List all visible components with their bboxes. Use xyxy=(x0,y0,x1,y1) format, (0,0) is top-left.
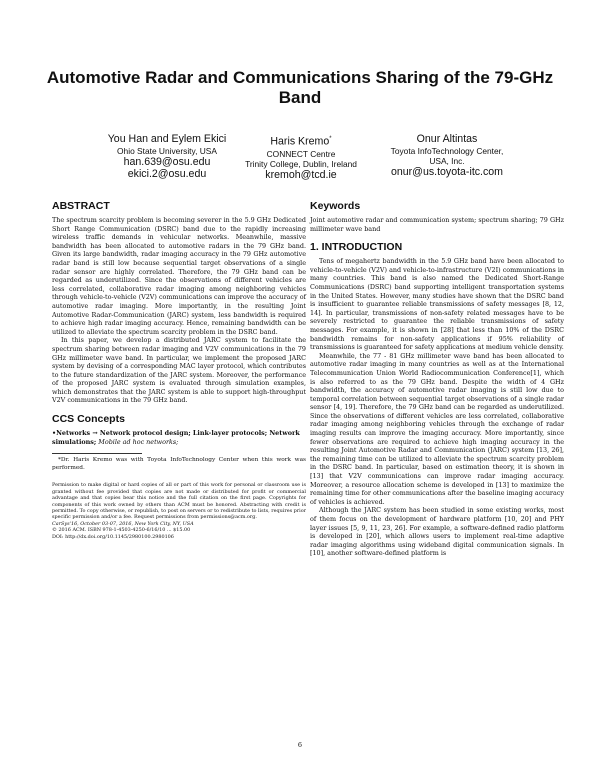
intro-paragraph: Although the JARC system has been studied in some existing works, most of them focus on the development of hardware platform [10, 20] and PHY layer issues [5, 9, 11, 23, 26]. For example, a software-defined radio platform is developed in [20], which allows users to implement real-time adaptive radar imaging algorithms using wideband digital communication signals. In [10], another software-defined platform is xyxy=(310,506,564,558)
author-email: onur@us.toyota-itc.com xyxy=(390,166,504,178)
author-email: ekici.2@osu.edu xyxy=(127,168,207,180)
author-email: han.639@osu.edu xyxy=(123,156,211,168)
paper-title: Automotive Radar and Communications Sharing of the 79-GHz Band xyxy=(46,68,554,107)
page-number: 6 xyxy=(297,741,303,749)
author-name: Haris Kremo* xyxy=(270,135,332,148)
keywords-text: Joint automotive radar and communication system; spectrum sharing; 79 GHz millimeter wave band xyxy=(310,216,564,233)
doi-line: DOI: http://dx.doi.org/10.1145/2980100.2980106 xyxy=(52,534,174,541)
author-affiliation: Ohio State University, USA xyxy=(117,146,217,156)
author-footnote: *Dr. Haris Kremo was with Toyota InfoTechnology Center when this work was performed. xyxy=(52,457,306,471)
author-affiliation: CONNECT Centre xyxy=(266,148,336,159)
author-affiliation: USA, Inc. xyxy=(429,156,465,166)
right-column xyxy=(310,200,564,558)
author-affiliation: Toyota InfoTechnology Center, xyxy=(390,146,504,156)
intro-paragraph: Meanwhile, the 77 - 81 GHz millimeter wave band has been allocated to automotive radar imaging in many countries as well as at the International Telecommunication Union World Radiocommunication Conference[1], which is also referred to as the 79 GHz band. Despite the width of 4 GHz bandwidth, the accuracy of automotive radar imaging is still low due to temporal correlation between sequential target observations of a single radar sensor [4, 19]. Therefore, the 79 GHz band can be regarded as underutilized. Since the observations of different vehicles are less correlated, collaborative radar imaging among neighboring vehicles through the exchange of radar imaging results can improve the imaging accuracy. More importantly, since fewer observations are required to achieve high imaging accuracy in the resulting Joint Automotive Radar and Communication (JARC) system [13, 26], the remaining time can be utilized to alleviate the spectrum scarcity problem in the DSRC band. In particular, based on estimation theory, it is shown in [13] that V2V communications can improve radar imaging accuracy. Moreover, a resource allocation scheme is developed in [13] to maximize the remaining time for other communications after the baseline imaging accuracy of vehicles is achieved. xyxy=(310,351,564,506)
author-name: Onur Altintas xyxy=(416,133,478,145)
ccs-heading: CCS Concepts xyxy=(52,413,125,426)
author-kremo xyxy=(226,133,376,181)
intro-paragraph: Tens of megahertz bandwidth in the 5.9 GHz band have been allocated to vehicle-to-vehicle (V2V) and vehicle-to-infrastructure (V2I) communications in many countries. This band is also named the Dedicated Short-Range Communications (DSRC) band supporting intelligent transportation systems in the United States. However, many studies have shown that the DSRC band is insufficient to guarantee reliable transmissions of safety messages [8, 12, 14]. In particular, transmissions of non-safety related messages have to be severely restricted to guarantee the reliable transmissions of safety messages. For example, it is shown in [28] that less than 10% of the DSRC bandwidth remains for non-safety applications if 95% reliability of transmissions is guaranteed for safety applications at medium vehicle density. xyxy=(310,257,564,352)
conference-line: CarSys'16, October 03-07, 2016, New York City, NY, USA xyxy=(52,520,194,527)
footnote-marker: * xyxy=(329,136,332,142)
ccs-bullet: • xyxy=(52,429,57,438)
footnote-rule xyxy=(52,453,142,454)
author-han-ekici xyxy=(92,133,242,180)
author-name: You Han and Eylem Ekici xyxy=(107,133,227,145)
ccs-terms: Networks → Network protocol design; Link-layer protocols; Network simulations; xyxy=(52,429,300,446)
permission-notice: Permission to make digital or hard copies of all or part of this work for personal or classroom use is granted without fee provided that copies are not made or distributed for profit or commercial advantage and that copies bear this notice and the full citation on the first page. Copyrights for components of this work owned by others than ACM must be honored. Abstracting with credit is permitted. To copy otherwise, or republish, to post on servers or to redistribute to lists, requires prior specific permission and/or a fee. Request permissions from permissions@acm.org. xyxy=(52,482,306,521)
keywords-heading: Keywords xyxy=(310,200,361,212)
copyright-line: © 2016 ACM. ISBN 978-1-4503-4250-6/16/10 ... $15.00 xyxy=(52,527,191,534)
abstract-paragraph: The spectrum scarcity problem is becoming severer in the 5.9 GHz Dedicated Short Range Communication (DSRC) band due to the rapidly increasing wireless traffic demands in vehicular networks. Meanwhile, massive bandwidth has been allocated to automotive radars in the 79 GHz band. Given its large bandwidth, radar imaging accuracy in the 79 GHz automotive radar band is still low because sequential target observations of a single radar sensor are highly correlated. Therefore, the 79 GHz band can be regarded as underutilized. Since the observations of different vehicles are less correlated, collaborative radar imaging among neighboring vehicles through vehicle-to-vehicle (V2V) communications can improve the accuracy of automotive radar imaging. More importantly, in the resulting Joint Automotive Radar-Communication (JARC) system, less bandwidth is required to achieve high radar imaging accuracy. Hence, remaining bandwidth can be utilized to alleviate the spectrum scarcity problem in the DSRC band. xyxy=(52,216,306,336)
abstract-paragraph: In this paper, we develop a distributed JARC system to facilitate the spectrum sharing between radar imaging and V2V communications in the 79 GHz millimeter wave band. In particular, we implement the proposed JARC system by devising of a corresponding MAC layer protocol, which contributes to the future standardization of the JARC system. Moreover, the performance of the proposed JARC system is evaluated through simulation examples, which demonstrates that the JARC system is able to support high-throughput V2V communications in the 79 GHz band. xyxy=(52,336,306,405)
abstract-heading: ABSTRACT xyxy=(52,200,110,212)
left-column xyxy=(52,200,306,541)
author-email: kremoh@tcd.ie xyxy=(265,168,337,181)
author-affiliation: Trinity College, Dublin, Ireland xyxy=(245,158,357,169)
author-altintas xyxy=(362,133,532,178)
ccs-italic-term: Mobile ad hoc networks; xyxy=(98,437,179,446)
introduction-heading: 1. INTRODUCTION xyxy=(310,241,403,254)
ccs-concepts xyxy=(52,429,306,446)
